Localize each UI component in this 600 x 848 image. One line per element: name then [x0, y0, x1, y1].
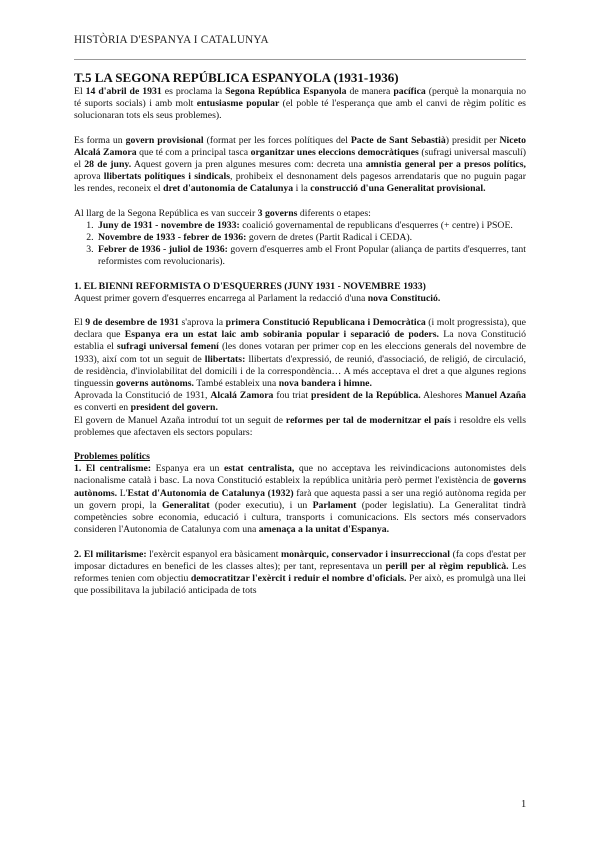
text-run: diferents o etapes:: [297, 207, 371, 219]
bold-text: Alcalá Zamora: [210, 390, 274, 402]
bold-text: dret d'autonomia de Catalunya: [163, 183, 294, 195]
text-run: (les dones votaran per primer cop en les eleccions generals del novembre de 1933), així com tot un seguit de: [74, 341, 526, 365]
bold-text: 1. El centralisme:: [74, 463, 152, 475]
text-run: Es forma un: [74, 134, 126, 146]
text-run: (poder executiu), i un: [209, 499, 313, 511]
text-run: (i molt progressista), que declara que: [74, 317, 526, 341]
text-run: llibertats d'expressió, de reunió, d'associació, de religió, de circulació, de residència, d'inviolabilitat del domicili i de la correspondència… A més acceptava el dret a que algunes regions tinguessin: [74, 353, 526, 390]
text-run: que té com a principal tasca: [136, 146, 251, 158]
bold-text: president de la República.: [311, 390, 421, 402]
bold-text: 28 de juny.: [84, 159, 132, 171]
section-heading: 1. EL BIENNI REFORMISTA O D'ESQUERRES (JUNY 1931 - NOVEMBRE 1933): [74, 280, 426, 292]
text-run: Aquest govern ja pren algunes mesures com: decreta una: [131, 159, 366, 171]
stage-item: [96, 232, 526, 244]
bold-text: Manuel Azaña: [465, 390, 526, 402]
text-run: Aleshores: [420, 390, 466, 402]
paragraph-reforms: [74, 415, 526, 439]
paragraph-militarism: [74, 549, 526, 598]
bold-text: Pacte de Sant Sebastià: [350, 134, 446, 146]
text-run: La nova Constitució establia el: [74, 329, 527, 353]
text-run: s'aprova la: [179, 317, 226, 329]
paragraph-constitution: [74, 317, 526, 390]
paragraph-centralism: [74, 463, 526, 536]
bold-text: monàrquic, conservador i insurreccional: [281, 548, 450, 560]
paragraph-president: [74, 390, 526, 414]
running-header: HISTÒRIA D'ESPANYA I CATALUNYA: [74, 34, 269, 46]
text-run: aprova: [74, 171, 104, 183]
text-run: fou triat: [273, 390, 311, 402]
page-number: 1: [521, 799, 527, 810]
bold-text: democratitzar l'exèrcit i reduir el nombre d'oficials.: [190, 572, 407, 584]
bold-text: primera Constitució Republicana i Democràtica: [225, 317, 426, 329]
bold-text: entusiasme popular: [196, 98, 280, 110]
bold-text: president del govern.: [130, 402, 218, 414]
bold-text: Generalitat: [161, 499, 210, 511]
text-run: ) presidit per: [445, 134, 500, 146]
bold-text: Segona República Espanyola: [225, 86, 347, 97]
text-run: l'exèrcit espanyol era bàsicament: [146, 548, 282, 560]
bold-text: reformes per tal de modernitzar el país: [285, 414, 451, 426]
paragraph-provisional-government: [74, 135, 526, 196]
text-run: coalició governamental de republicans d'esquerres (+ centre) i PSOE.: [239, 219, 513, 231]
text-run: i resoldre els vells problemes que afectaven els sectors populars:: [74, 414, 526, 438]
bold-text: Parlament: [312, 499, 357, 511]
bold-text: estat centralista,: [223, 463, 295, 475]
text-run: (perquè la monarquia no té suports socials) i amb molt: [74, 86, 526, 110]
text-run: i la: [293, 183, 311, 195]
text-run: que no acceptava les reivindicacions autonomistes dels nacionalisme català i basc. La nova Constitució estableix la república unitària però permet l'existència de: [74, 463, 526, 487]
bold-text: Novembre de 1933 - febrer de 1936:: [98, 232, 247, 244]
text-run: (sufragi universal masculí) el: [74, 146, 527, 171]
bold-text: Niceto Alcalá Zamora: [74, 134, 527, 158]
text-run: govern de dretes (Partit Radical i CEDA).: [246, 232, 413, 244]
bold-text: amnistia general per a presos polítics,: [365, 159, 526, 171]
bold-text: sufragi universal femení: [116, 341, 219, 353]
bold-text: nova Constitució.: [367, 292, 441, 304]
bold-text: Febrer de 1936 - juliol de 1936:: [98, 244, 228, 256]
text-run: (format per les forces polítiques del: [203, 134, 351, 146]
bold-text: Espanya era un estat laic amb sobirania popular i separació de poders.: [124, 329, 439, 341]
bold-text: 9 de desembre de 1931: [85, 317, 179, 329]
bold-text: nova bandera i himne.: [278, 378, 372, 390]
bold-text: pacífica: [393, 86, 426, 97]
bold-text: llibertats:: [204, 353, 246, 365]
text-run: es proclama la: [161, 86, 226, 97]
bold-text: governs autònoms.: [74, 475, 526, 499]
text-run: Aprovada la Constitució de 1931,: [74, 390, 211, 402]
text-run: Espanya era un: [151, 463, 224, 475]
text-run: El: [74, 86, 86, 97]
text-run: es converti en: [74, 402, 131, 414]
document-body: [74, 70, 526, 597]
text-run: (poder legislatiu). La Generalitat tindrà competències sobre economia, educació i cultura, transports i comunicacions. Els sectors més conservadors consideren l'Autonomia de Catalunya com una: [74, 499, 526, 536]
bold-text: govern provisional: [125, 134, 204, 146]
text-run: El: [74, 317, 86, 329]
text-run: govern d'esquerres amb el Front Popular (aliança de partits d'esquerres, tant reformistes com revolucionaris).: [98, 244, 526, 268]
bold-text: llibertats polítiques i sindicals: [103, 171, 231, 183]
paragraph-stages-intro: [74, 208, 526, 220]
subsection-heading: Problemes polítics: [74, 451, 150, 463]
text-run: El govern de Manuel Azaña introduí tot un seguit de: [74, 414, 286, 426]
text-run: (fa cops d'estat per imposar dictadures en benefici de les classes altes); per tant, representava un: [74, 548, 526, 572]
text-run: farà que aquesta passi a ser una regió autònoma regida per un govern propi, la: [74, 487, 526, 511]
bold-text: organitzar unes eleccions democràtiques: [250, 146, 419, 158]
text-run: Aquest primer govern d'esquerres encarrega al Parlament la redacció d'una: [74, 292, 368, 304]
text-run: L': [117, 487, 128, 499]
text-run: (el poble té l'esperança que amb el canvi de règim polític es solucionaran tots els seus problemes).: [74, 98, 526, 122]
bold-text: 3 governs: [257, 207, 298, 219]
text-run: de manera: [346, 86, 394, 97]
bold-text: Estat d'Autonomia de Catalunya (1932): [127, 487, 294, 499]
bold-text: Juny de 1931 - novembre de 1933:: [98, 219, 240, 231]
paragraph-section-intro: [74, 293, 526, 305]
stage-item: [96, 244, 526, 268]
bold-text: construcció d'una Generalitat provisional.: [310, 183, 486, 195]
text-run: Les reformes tenien com objectiu: [74, 560, 526, 584]
text-run: També estableix una: [194, 378, 279, 390]
bold-text: amenaça a la unitat d'Espanya.: [258, 524, 390, 536]
stages-list: [74, 220, 526, 269]
text-run: , prohibeix el desnonament dels pagesos arrendataris que no puguin pagar les rendes, reconeix el: [74, 171, 527, 195]
text-run: Per això, es promulgà una llei que possibilitava la jubilació anticipada de tots: [74, 572, 527, 597]
paragraph-intro: [74, 86, 526, 123]
document-title: T.5 LA SEGONA REPÚBLICA ESPANYOLA (1931-1936): [74, 70, 399, 85]
bold-text: 14 d'abril de 1931: [85, 86, 162, 97]
header-rule: [74, 59, 526, 60]
stage-item: [96, 220, 526, 232]
bold-text: 2. El militarisme:: [74, 548, 147, 560]
text-run: Al llarg de la Segona República es van succeir: [74, 207, 258, 219]
bold-text: governs autònoms.: [115, 378, 194, 390]
bold-text: perill per al règim republicà.: [385, 560, 509, 572]
